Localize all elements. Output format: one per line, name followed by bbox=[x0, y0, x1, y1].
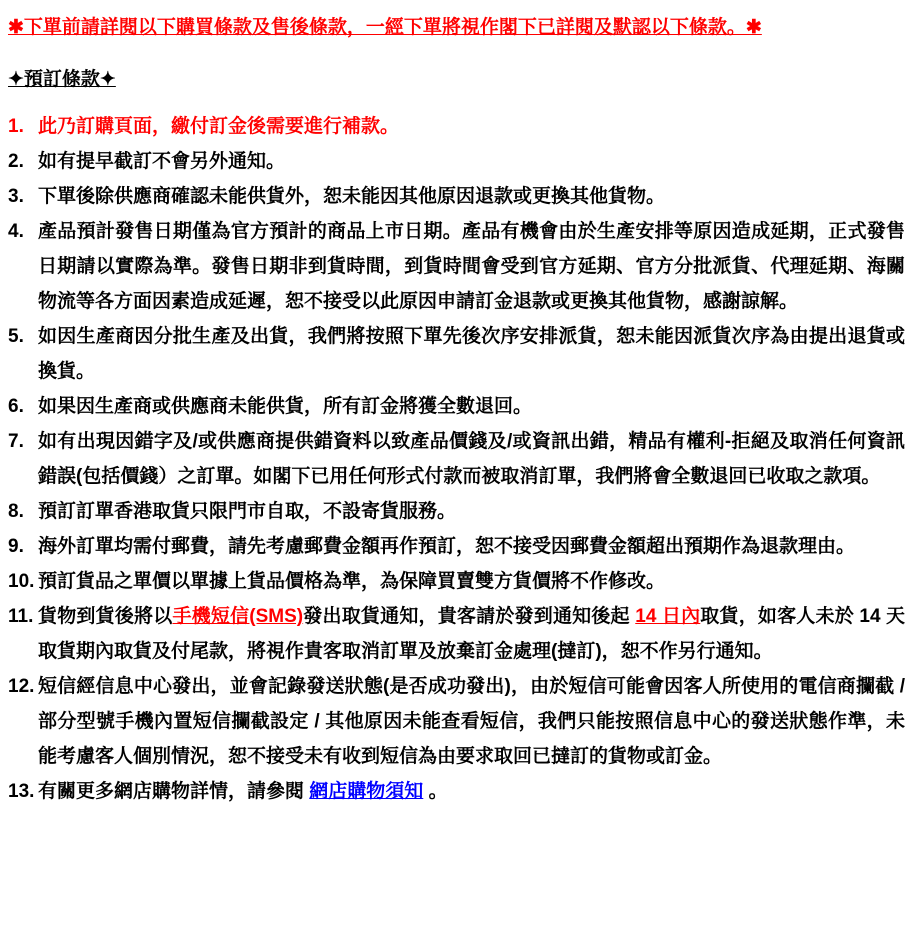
section-header: ✦預訂條款✦ bbox=[8, 69, 116, 90]
term-item bbox=[8, 214, 905, 319]
item-text bbox=[38, 529, 905, 564]
item-number: 9. bbox=[8, 536, 24, 557]
text-segment: 產品預計發售日期僅為官方預計的商品上市日期。產品有機會由於生產安排等原因造成延期，正式發售日期請以實際為準。發售日期非到貨時間，到貨時間會受到官方延期、官方分批派貨、代理延期、海關物流等各方面因素造成延遲，恕不接受以此原因申請訂金退款或更換其他貨物，感謝諒解。 bbox=[38, 221, 905, 312]
item-number: 1. bbox=[8, 116, 24, 137]
term-item bbox=[8, 319, 905, 389]
terms-list bbox=[8, 109, 905, 809]
text-segment: 海外訂單均需付郵費，請先考慮郵費金額再作預訂，恕不接受因郵費金額超出預期作為退款理由。 bbox=[38, 536, 856, 557]
section-header-row bbox=[8, 67, 905, 93]
text-segment: 如因生產商因分批生產及出貨，我們將按照下單先後次序安排派貨，恕未能因派貨次序為由提出退貨或換貨。 bbox=[38, 326, 905, 382]
text-segment: 發出取貨通知，貴客請於發到通知後起 bbox=[303, 606, 636, 627]
term-item bbox=[8, 669, 905, 774]
term-item bbox=[8, 179, 905, 214]
text-segment: 預訂貨品之單價以單據上貨品價格為準，為保障買賣雙方貨價將不作修改。 bbox=[38, 571, 666, 592]
item-number: 2. bbox=[8, 151, 24, 172]
item-number: 10. bbox=[8, 571, 35, 592]
item-text bbox=[38, 669, 905, 774]
page-title: ✱下單前請詳閱以下購買條款及售後條款，一經下單將視作閣下已詳閱及默認以下條款。✱ bbox=[8, 17, 762, 38]
item-text bbox=[38, 109, 905, 144]
item-text bbox=[38, 389, 905, 424]
term-item bbox=[8, 109, 905, 144]
deposit-notice-text: 此乃訂購頁面，繳付訂金後需要進行補款。 bbox=[38, 116, 400, 137]
item-number: 11. bbox=[8, 606, 34, 627]
item-text bbox=[38, 424, 905, 494]
item-number: 8. bbox=[8, 501, 24, 522]
term-item bbox=[8, 774, 905, 809]
item-text bbox=[38, 774, 905, 809]
item-number: 7. bbox=[8, 431, 24, 452]
sms-notice-highlight: 手機短信(SMS) bbox=[172, 606, 304, 627]
item-text bbox=[38, 494, 905, 529]
text-segment: 如有出現因錯字及/或供應商提供錯資料以致產品價錢及/或資訊出錯，精品有權利-拒絕及取消任何資訊錯誤(包括價錢）之訂單。如閣下已用任何形式付款而被取消訂單，我們將會全數退回已收取之款項。 bbox=[38, 431, 905, 487]
item-number: 3. bbox=[8, 186, 24, 207]
term-item bbox=[8, 389, 905, 424]
item-number: 13. bbox=[8, 781, 35, 802]
item-number: 12. bbox=[8, 676, 35, 697]
term-item bbox=[8, 494, 905, 529]
text-segment: 預訂訂單香港取貨只限門市自取，不設寄貨服務。 bbox=[38, 501, 457, 522]
item-text bbox=[38, 564, 905, 599]
item-number: 5. bbox=[8, 326, 24, 347]
item-text bbox=[38, 179, 905, 214]
item-text bbox=[38, 319, 905, 389]
text-segment: 取貨，如客人未於 14 天取貨期內取貨及付尾款，將視作貴客取消訂單及放棄訂金處理(撻訂)，恕不作另行通知。 bbox=[38, 606, 906, 662]
text-segment: 有關更多網店購物詳情，請參閱 bbox=[38, 781, 310, 802]
item-number: 4. bbox=[8, 221, 24, 242]
text-segment: 。 bbox=[423, 781, 448, 802]
text-segment: 如有提早截訂不會另外通知。 bbox=[38, 151, 286, 172]
term-item bbox=[8, 599, 905, 669]
term-item bbox=[8, 529, 905, 564]
item-text bbox=[38, 144, 905, 179]
term-item bbox=[8, 424, 905, 494]
item-text bbox=[38, 214, 905, 319]
shop-guide-link[interactable]: 網店購物須知 bbox=[309, 781, 424, 802]
text-segment: 如果因生產商或供應商未能供貨，所有訂金將獲全數退回。 bbox=[38, 396, 533, 417]
item-text bbox=[38, 599, 905, 669]
pickup-deadline-highlight: 14 日內 bbox=[635, 606, 701, 627]
text-segment: 短信經信息中心發出，並會記錄發送狀態(是否成功發出)，由於短信可能會因客人所使用的電信商攔截 / 部分型號手機內置短信攔截設定 / 其他原因未能查看短信，我們只能按照信息中心的發送狀態作準，未能考慮客人個別情況，恕不接受未有收到短信為由要求取回已撻訂的貨物或訂金。 bbox=[38, 676, 905, 767]
term-item bbox=[8, 144, 905, 179]
text-segment: 下單後除供應商確認未能供貨外，恕未能因其他原因退款或更換其他貨物。 bbox=[38, 186, 666, 207]
item-number: 6. bbox=[8, 396, 24, 417]
term-item bbox=[8, 564, 905, 599]
text-segment: 貨物到貨後將以 bbox=[38, 606, 173, 627]
